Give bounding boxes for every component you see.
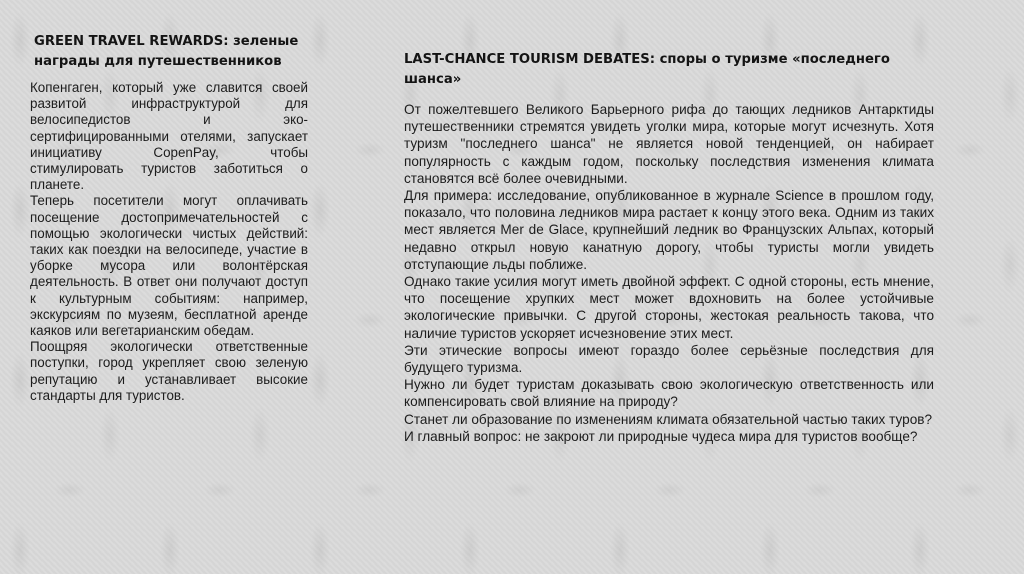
right-paragraph-6: Станет ли образование по изменениям климата обязательной частью таких туров? — [404, 411, 933, 427]
left-paragraph-1: Копенгаген, который уже славится своей развитой инфраструктурой для велосипедистов и эко-сертифицированными отелями, запускает инициативу CopenPay, чтобы стимулировать туристов заботиться о планете. — [30, 80, 308, 193]
right-paragraph-3: Однако такие усилия могут иметь двойной эффект. С одной стороны, есть мнение, что посещение хрупких мест может вдохновить на более устойчивые экологические привычки. С другой стороны, жестокая реальность такова, что наличие туристов ускоряет исчезновение этих мест. — [404, 274, 934, 341]
right-paragraph-7: И главный вопрос: не закроют ли природные чудеса мира для туристов вообще? — [404, 428, 918, 444]
right-column — [404, 50, 934, 445]
left-paragraph-3: Поощряя экологически ответственные поступки, город укрепляет свою зеленую репутацию и устанавливает высокие стандарты для туристов. — [30, 339, 308, 403]
right-paragraph-1: От пожелтевшего Великого Барьерного рифа до тающих ледников Антарктиды путешественники стремятся увидеть уголки мира, которые могут исчезнуть. Хотя туризм "последнего шанса" не является новой тенденцией, он набирает популярность с каждым годом, поскольку последствия изменения климата становятся всё более очевидными. — [404, 102, 934, 186]
right-heading: LAST-CHANCE TOURISM DEBATES: споры о туризме «последнего шанса» — [404, 52, 890, 87]
left-column — [30, 32, 308, 404]
right-paragraph-4: Эти этические вопросы имеют гораздо более серьёзные последствия для будущего туризма. — [404, 342, 934, 376]
left-paragraph-2: Теперь посетители могут оплачивать посещение достопримечательностей с помощью экологически чистых действий: таких как поездки на велосипеде, участие в уборке мусора или волонтёрская деятельность. В ответ они получают доступ к культурным событиям: например, экскурсиям по музеям, бесплатной аренде каяков или вегетарианским обедам. — [30, 193, 308, 339]
right-paragraph-5: Нужно ли будет туристам доказывать свою экологическую ответственность или компенсировать свой влияние на природу? — [404, 377, 934, 410]
right-paragraph-2: Для примера: исследование, опубликованное в журнале Science в прошлом году, показало, что половина ледников мира растает к концу этого века. Одним из таких мест является Mer de Glace, крупнейший ледник во Французских Альпах, который недавно открыл новую канатную дорогу, чтобы туристы могли увидеть отступающие льды поближе. — [404, 188, 934, 272]
left-heading: GREEN TRAVEL REWARDS: зеленые награды для путешественников — [34, 34, 299, 69]
